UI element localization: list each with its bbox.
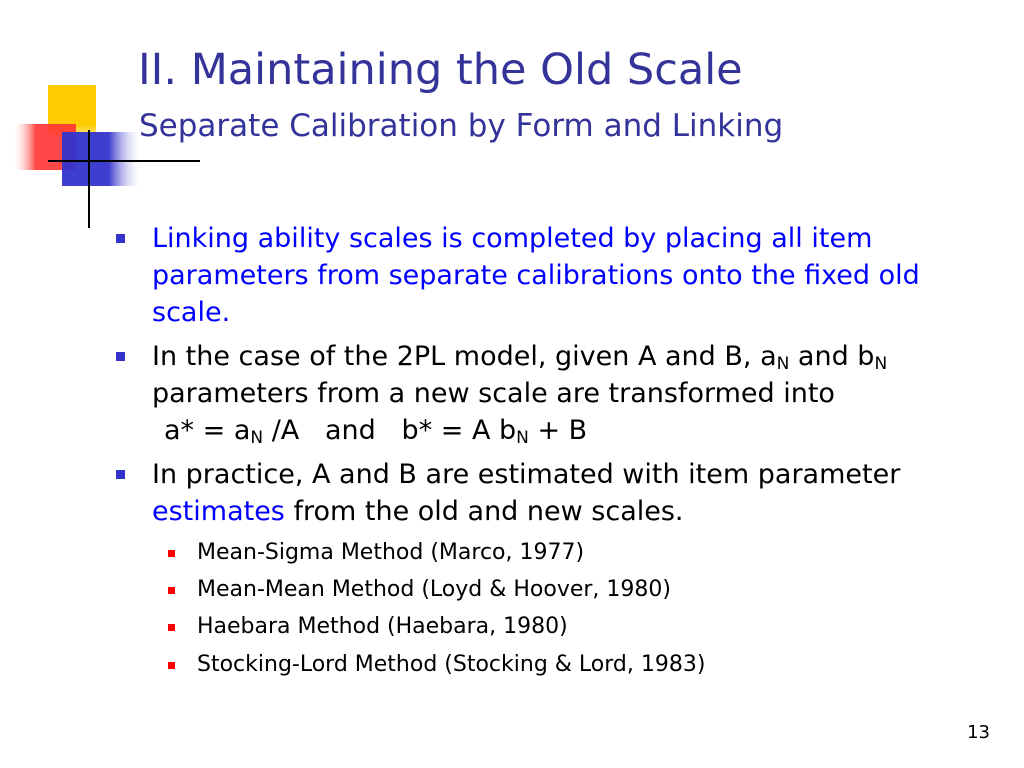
formula-text: a* = a xyxy=(164,415,251,446)
slide-subtitle: Separate Calibration by Form and Linking xyxy=(139,108,784,144)
bullet-text: and b xyxy=(789,341,875,372)
bullet-text: In the case of the 2PL model, given A and B, a xyxy=(152,341,777,372)
sub-bullet-text: Haebara Method (Haebara, 1980) xyxy=(197,614,568,639)
bullet-line: In practice, A and B are estimated with item parameter xyxy=(152,459,901,490)
sub-bullet-marker xyxy=(168,662,175,669)
subscript: N xyxy=(250,428,264,448)
sub-bullet-mean-mean xyxy=(197,575,997,605)
sub-bullet-stocking-lord xyxy=(197,650,997,680)
sub-bullet-marker xyxy=(168,550,175,557)
page-number: 13 xyxy=(967,722,990,743)
bullet-line xyxy=(152,493,1002,530)
sub-bullet-haebara xyxy=(197,612,997,642)
bullet-marker xyxy=(116,470,125,479)
sub-bullet-mean-sigma xyxy=(197,538,997,568)
bullet-marker xyxy=(116,352,125,361)
subscript: N xyxy=(874,354,888,374)
bullet-2pl-transform xyxy=(152,338,1002,449)
bullet-text: from the old and new scales. xyxy=(284,496,684,527)
bullet-linking xyxy=(152,220,1002,331)
transform-formula xyxy=(152,412,1002,449)
formula-text: + B xyxy=(528,415,588,446)
sub-bullet-text: Mean-Sigma Method (Marco, 1977) xyxy=(197,540,585,565)
emphasis-text: estimates xyxy=(152,496,285,527)
bullet-text: Linking ability scales is completed by placing all item parameters from separate calibrations onto the fixed old scale. xyxy=(152,223,920,328)
sub-bullet-marker xyxy=(168,624,175,631)
formula-text: /A and b* = A b xyxy=(263,415,517,446)
subscript: N xyxy=(776,354,790,374)
sub-bullet-text: Stocking-Lord Method (Stocking & Lord, 1983) xyxy=(197,652,706,677)
slide-title: II. Maintaining the Old Scale xyxy=(138,45,743,95)
sub-bullet-marker xyxy=(168,587,175,594)
subscript: N xyxy=(516,428,529,448)
sub-bullet-text: Mean-Mean Method (Loyd & Hoover, 1980) xyxy=(197,577,671,602)
logo-blue-square xyxy=(62,132,140,186)
bullet-marker xyxy=(116,234,125,243)
bullet-line xyxy=(152,338,1002,375)
bullet-line: parameters from a new scale are transformed into xyxy=(152,378,835,409)
bullet-estimation xyxy=(152,456,1002,530)
